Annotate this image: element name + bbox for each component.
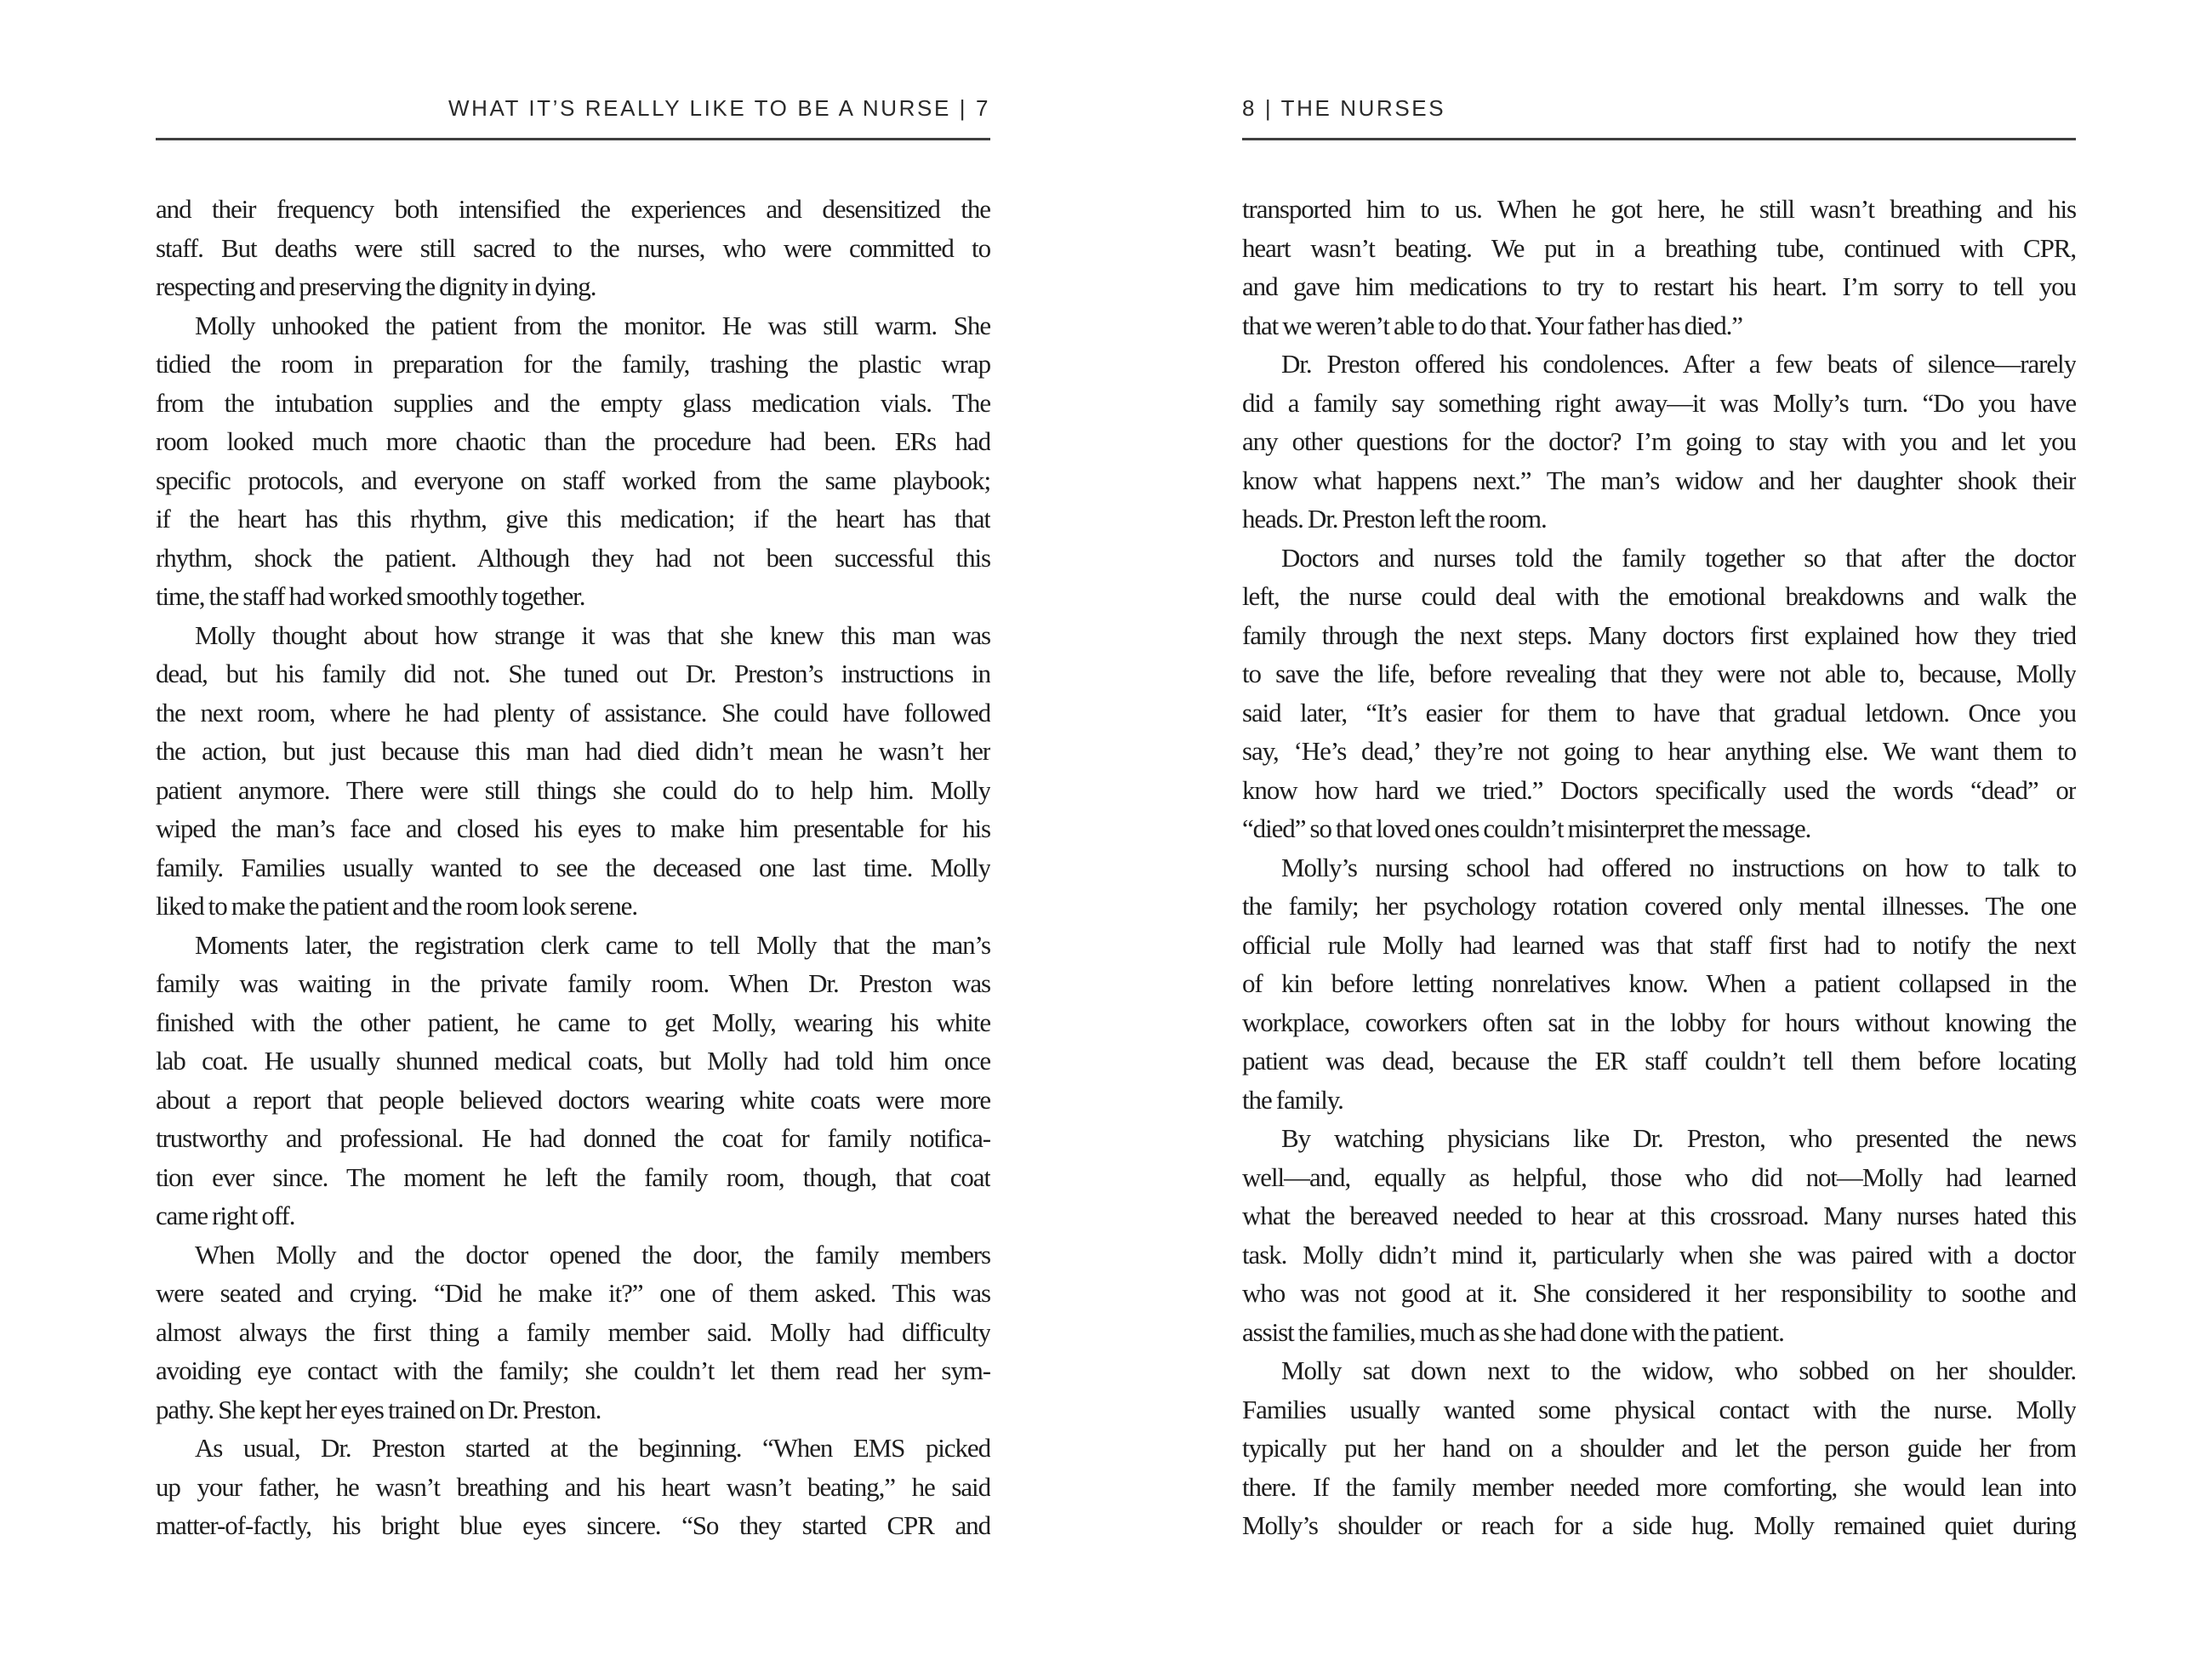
- text-line: official rule Molly had learned was that staff first had to notify the next: [1242, 929, 2076, 960]
- text-line: specific protocols, and everyone on staff worked from the same playbook;: [156, 465, 990, 495]
- text-line: if the heart has this rhythm, give this medication; if the heart has that: [156, 504, 990, 534]
- text-line: patient was dead, because the ER staff couldn’t tell them before locating: [1242, 1046, 2076, 1076]
- text-line: patient anymore. There were still things she could do to help him. Molly: [156, 774, 990, 805]
- header-rule-left: [156, 138, 990, 140]
- text-line: rhythm, shock the patient. Although they had not been successful this: [156, 542, 990, 573]
- text-line: the family; her psychology rotation covered only mental illnesses. The one: [1242, 891, 2076, 921]
- page-header-left: [156, 95, 990, 140]
- text-line: that we weren’t able to do that. Your father has died.”: [1242, 310, 1742, 340]
- text-line: tidied the room in preparation for the family, trashing the plastic wrap: [156, 349, 990, 379]
- text-line: and their frequency both intensified the experiences and desensitized the: [156, 194, 990, 224]
- text-line: matter-of-factly, his bright blue eyes sincere. “So they started CPR and: [156, 1510, 990, 1540]
- text-line: were seated and crying. “Did he make it?” one of them asked. This was: [156, 1278, 990, 1308]
- page-body-left: [156, 190, 990, 1545]
- text-line: room looked much more chaotic than the procedure had been. ERs had: [156, 426, 990, 456]
- text-line: task. Molly didn’t mind it, particularly when she was paired with a doctor: [1242, 1239, 2076, 1270]
- text-line: Doctors and nurses told the family together so that after the doctor: [1281, 542, 2076, 573]
- text-line: heads. Dr. Preston left the room.: [1242, 504, 1547, 534]
- text-line: avoiding eye contact with the family; she couldn’t let them read her sym-: [156, 1355, 990, 1385]
- text-line: know what happens next.” The man’s widow and her daughter shook their: [1242, 465, 2076, 495]
- text-line: the action, but just because this man had died didn’t mean he wasn’t her: [156, 736, 990, 766]
- text-line: family through the next steps. Many doctors first explained how they tried: [1242, 619, 2076, 650]
- text-line: about a report that people believed doctors wearing white coats were more: [156, 1084, 990, 1115]
- text-line: say, ‘He’s dead,’ they’re not going to hear anything else. We want them to: [1242, 736, 2076, 766]
- page-right: [1106, 0, 2212, 1672]
- text-line: who was not good at it. She considered it her responsibility to soothe and: [1242, 1278, 2076, 1308]
- text-line: dead, but his family did not. She tuned out Dr. Preston’s instructions in: [156, 659, 990, 688]
- text-line: “died” so that loved ones couldn’t misinterpret the message.: [1242, 813, 1811, 843]
- text-line: from the intubation supplies and the empty glass medication vials. The: [156, 387, 990, 418]
- paragraph: [156, 190, 990, 306]
- text-line: the family.: [1242, 1084, 1343, 1115]
- text-line: pathy. She kept her eyes trained on Dr. Preston.: [156, 1394, 601, 1424]
- text-line: liked to make the patient and the room look serene.: [156, 891, 638, 921]
- header-rule-right: [1242, 138, 2076, 140]
- text-line: left, the nurse could deal with the emotional breakdowns and walk the: [1242, 581, 2076, 611]
- text-line: any other questions for the doctor? I’m going to stay with you and let you: [1242, 426, 2076, 456]
- text-line: By watching physicians like Dr. Preston, who presented the news: [1281, 1123, 2076, 1153]
- text-line: said later, “It’s easier for them to have that gradual letdown. Once you: [1242, 697, 2076, 728]
- page-body-right: [1242, 190, 2076, 1545]
- text-line: family. Families usually wanted to see the deceased one last time. Molly: [156, 852, 990, 882]
- paragraph: [1242, 848, 2076, 1120]
- text-line: trustworthy and professional. He had donned the coat for family notifica-: [156, 1123, 990, 1153]
- text-line: time, the staff had worked smoothly together.: [156, 581, 585, 611]
- text-line: finished with the other patient, he came to get Molly, wearing his white: [156, 1007, 990, 1037]
- text-line: lab coat. He usually shunned medical coats, but Molly had told him once: [156, 1046, 990, 1076]
- text-line: Molly’s nursing school had offered no instructions on how to talk to: [1281, 852, 2076, 882]
- text-line: almost always the first thing a family member said. Molly had difficulty: [156, 1316, 990, 1347]
- text-line: typically put her hand on a shoulder and let the person guide her from: [1242, 1433, 2076, 1463]
- text-line: and gave him medications to try to restart his heart. I’m sorry to tell you: [1242, 271, 2076, 301]
- text-line: As usual, Dr. Preston started at the beginning. “When EMS picked: [195, 1433, 990, 1463]
- paragraph: [1242, 1351, 2076, 1545]
- page-header-right: [1242, 95, 2076, 140]
- paragraph: [156, 1235, 990, 1429]
- text-line: tion ever since. The moment he left the family room, though, that coat: [156, 1161, 990, 1192]
- paragraph: [1242, 345, 2076, 539]
- text-line: Molly thought about how strange it was that she knew this man was: [195, 619, 990, 650]
- text-line: When Molly and the doctor opened the door, the family members: [195, 1239, 990, 1270]
- text-line: assist the families, much as she had done with the patient.: [1242, 1316, 1784, 1347]
- text-line: Molly’s shoulder or reach for a side hug. Molly remained quiet during: [1242, 1510, 2076, 1540]
- text-line: workplace, coworkers often sat in the lobby for hours without knowing the: [1242, 1007, 2076, 1037]
- text-line: heart wasn’t beating. We put in a breathing tube, continued with CPR,: [1242, 232, 2076, 263]
- running-head-left: WHAT IT’S REALLY LIKE TO BE A NURSE | 7: [448, 95, 990, 121]
- text-line: came right off.: [156, 1201, 295, 1230]
- text-line: Dr. Preston offered his condolences. After a few beats of silence—rarely: [1281, 349, 2076, 379]
- text-line: Moments later, the registration clerk came to tell Molly that the man’s: [195, 929, 990, 960]
- text-line: did a family say something right away—it was Molly’s turn. “Do you have: [1242, 387, 2076, 418]
- text-line: to save the life, before revealing that they were not able to, because, Molly: [1242, 659, 2076, 688]
- text-line: Molly sat down next to the widow, who sobbed on her shoulder.: [1281, 1355, 2076, 1385]
- text-line: Molly unhooked the patient from the monitor. He was still warm. She: [195, 310, 990, 340]
- paragraph: [1242, 1119, 2076, 1351]
- paragraph: [156, 616, 990, 926]
- paragraph: [156, 306, 990, 616]
- text-line: transported him to us. When he got here, he still wasn’t breathing and his: [1242, 194, 2076, 224]
- text-line: know how hard we tried.” Doctors specifically used the words “dead” or: [1242, 774, 2076, 805]
- text-line: well—and, equally as helpful, those who did not—Molly had learned: [1242, 1161, 2076, 1192]
- text-line: respecting and preserving the dignity in dying.: [156, 271, 596, 301]
- text-line: family was waiting in the private family room. When Dr. Preston was: [156, 968, 990, 998]
- text-line: up your father, he wasn’t breathing and his heart wasn’t beating,” he said: [156, 1471, 990, 1502]
- text-line: the next room, where he had plenty of assistance. She could have followed: [156, 697, 990, 728]
- paragraph: [156, 1429, 990, 1545]
- paragraph: [156, 926, 990, 1235]
- text-line: staff. But deaths were still sacred to the nurses, who were committed to: [156, 232, 990, 263]
- paragraph: [1242, 190, 2076, 345]
- text-line: wiped the man’s face and closed his eyes to make him presentable for his: [156, 813, 990, 843]
- text-line: Families usually wanted some physical contact with the nurse. Molly: [1242, 1394, 2076, 1424]
- text-line: there. If the family member needed more comforting, she would lean into: [1242, 1471, 2076, 1502]
- running-head-right: 8 | THE NURSES: [1242, 95, 1446, 121]
- text-line: what the bereaved needed to hear at this crossroad. Many nurses hated this: [1242, 1201, 2076, 1230]
- text-line: of kin before letting nonrelatives know. When a patient collapsed in the: [1242, 968, 2076, 998]
- paragraph: [1242, 539, 2076, 848]
